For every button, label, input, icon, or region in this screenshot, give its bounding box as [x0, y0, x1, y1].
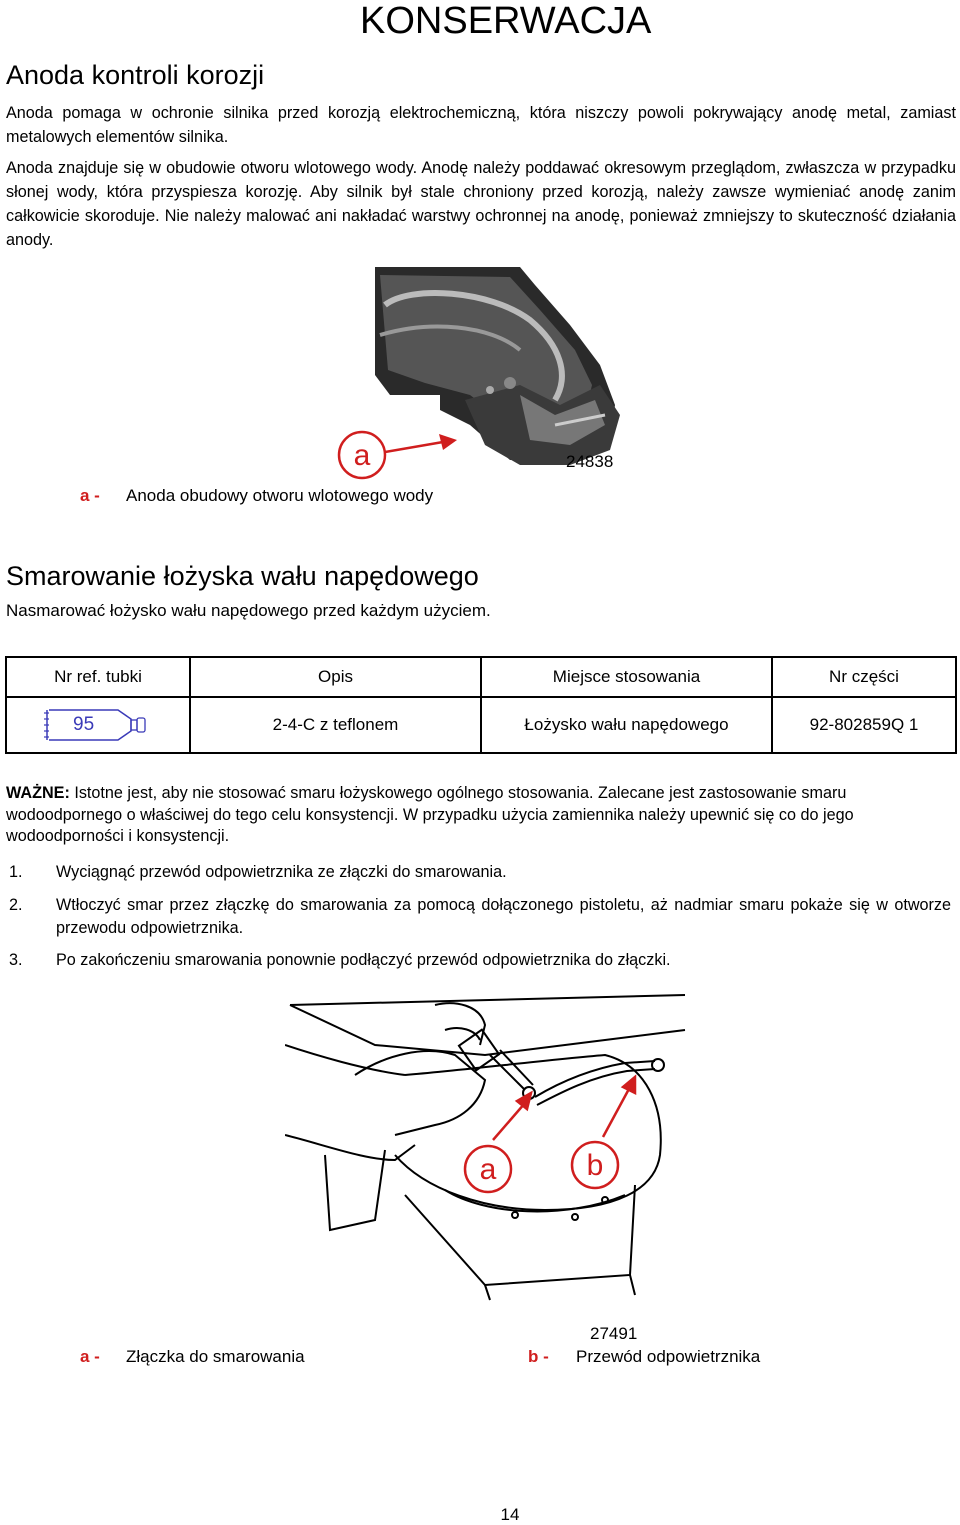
lubricant-tube-icon [43, 707, 153, 743]
fitting-legend-text-a: Złączka do smarowania [126, 1347, 305, 1366]
step-number: 1. [9, 863, 23, 881]
tube-icon [43, 707, 153, 743]
callout-circle-icon [337, 430, 387, 480]
callout-circle-icon [463, 1144, 513, 1194]
anode-callout-a [337, 430, 387, 480]
fitting-legend-key-a: a - [80, 1347, 100, 1366]
tube-ref-number: 95 [73, 714, 95, 735]
description-cell: 2-4-C z teflonem [190, 697, 481, 753]
header-tube-ref: Nr ref. tubki [6, 657, 190, 697]
step-number: 3. [9, 951, 23, 969]
page-number: 14 [500, 1505, 520, 1524]
anode-figure-number: 24838 [566, 452, 614, 471]
header-description: Opis [190, 657, 481, 697]
section-title-anode: Anoda kontroli korozji [6, 60, 265, 90]
tube-ref-cell [6, 697, 190, 753]
anode-paragraph-2: Anoda znajduje się w obudowie otworu wlotowego wody. Anodę należy poddawać okresowym przeglądom, zwłaszcza w przypadku słonej wody, która przyspiesza korozję. Aby silnik był stale chroniony przed korozją, należy zawsze wymieniać anodę zanim całkowicie skoroduje. Nie należy malować ani nakładać warstwy ochronnej na anodę, ponieważ zmniejszy to skuteczność działania anody. [6, 159, 956, 249]
anode-paragraph-1: Anoda pomaga w ochronie silnika przed korozją elektrochemiczną, która niszczy powoli pokrywający anodę metal, zamiast metalowych elementów silnika. [6, 104, 956, 146]
step-text: Wyciągnąć przewód odpowietrznika ze złączki do smarowania. [56, 863, 507, 881]
important-label: WAŻNE: [6, 784, 70, 802]
callout-letter: a [353, 439, 371, 472]
location-cell: Łożysko wału napędowego [481, 697, 772, 753]
callout-letter: a [479, 1153, 497, 1186]
header-location: Miejsce stosowania [481, 657, 772, 697]
fitting-figure-number: 27491 [590, 1324, 638, 1343]
anode-callout-arrow [385, 428, 460, 458]
table-header-row [6, 657, 956, 697]
header-part-number: Nr części [772, 657, 956, 697]
step-text: Po zakończeniu smarowania ponownie podłączyć przewód odpowietrznika do złączki. [56, 951, 671, 969]
callout-circle-icon [570, 1140, 620, 1190]
anode-legend-text: Anoda obudowy otworu wlotowego wody [126, 486, 434, 505]
table-row [6, 697, 956, 753]
fitting-legend-key-b: b - [528, 1347, 549, 1366]
important-note [6, 783, 956, 848]
part-number-cell: 92-802859Q 1 [772, 697, 956, 753]
page-header-title: KONSERWACJA [360, 0, 652, 42]
lubricant-table [5, 656, 957, 754]
callout-letter: b [586, 1149, 604, 1182]
section-title-driveshaft: Smarowanie łożyska wału napędowego [6, 561, 479, 591]
fitting-callout-a [463, 1144, 513, 1194]
anode-legend-key: a - [80, 486, 100, 505]
fitting-legend-text-b: Przewód odpowietrznika [576, 1347, 761, 1366]
hose-callout-b [570, 1140, 620, 1190]
step-number: 2. [9, 896, 23, 914]
step-text: Wtłoczyć smar przez złączkę do smarowania za pomocą dołączonego pistoletu, aż nadmiar smaru pokaże się w otworze przewodu odpowietrznika. [56, 896, 951, 937]
important-text: Istotne jest, aby nie stosować smaru łożyskowego ogólnego stosowania. Zalecane jest zastosowanie smaru wodoodpornego o właściwej do tego celu konsystencji. W przypadku użycia zamiennika należy upewnić się co do jego wodoodporności i konsystencji. [6, 784, 854, 845]
arrow-icon [385, 428, 460, 458]
driveshaft-intro: Nasmarować łożysko wału napędowego przed każdym użyciem. [6, 601, 491, 620]
